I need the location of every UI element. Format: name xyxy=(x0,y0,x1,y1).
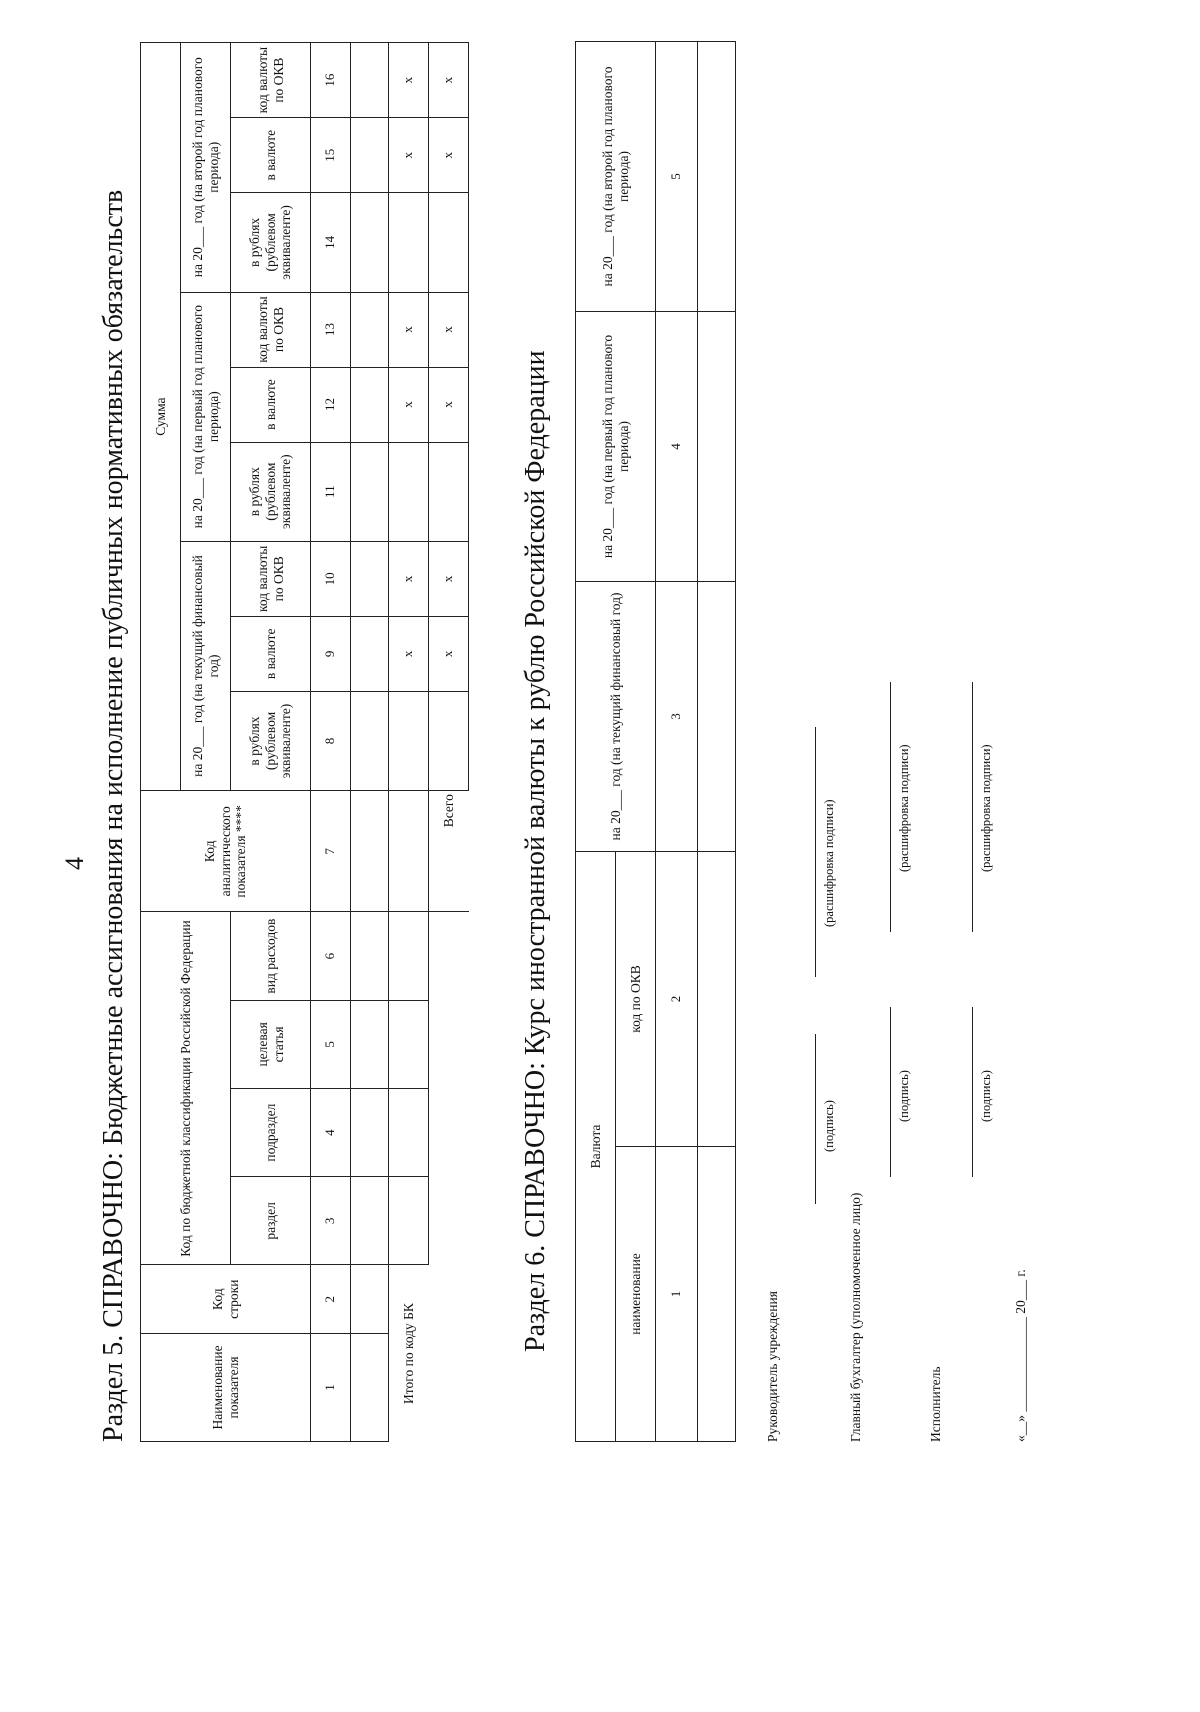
header-period-current: на 20___ год (на текущий финансовый год) xyxy=(181,541,231,790)
col-number: 15 xyxy=(311,118,351,193)
col-number: 6 xyxy=(311,912,351,1000)
col-number: 12 xyxy=(311,367,351,442)
col-number: 11 xyxy=(311,442,351,541)
table-cell[interactable] xyxy=(389,1089,429,1177)
col-number: 14 xyxy=(311,193,351,292)
header-vid-rashodov: вид расходов xyxy=(231,912,311,1000)
table-cell[interactable] xyxy=(351,791,389,912)
sign-caption: (подпись) xyxy=(979,1070,993,1122)
chief-accountant-label: Главный бухгалтер (уполномоченное лицо) xyxy=(848,1192,863,1442)
head-decode-line[interactable] xyxy=(815,727,816,977)
total-label: Всего xyxy=(429,791,469,912)
empty-space xyxy=(429,912,469,1442)
col-number: 2 xyxy=(656,851,698,1146)
header-analytic-code: Код аналитического показателя **** xyxy=(141,791,311,912)
column-number-row xyxy=(656,41,698,1441)
table-row-empty xyxy=(698,41,736,1441)
header-in-currency: в валюте xyxy=(231,367,311,442)
x-mark: x xyxy=(429,367,469,442)
col-number: 7 xyxy=(311,791,351,912)
header-currency-code: код валюты по ОКВ xyxy=(231,541,311,616)
header-in-currency: в валюте xyxy=(231,118,311,193)
executor-decode-line[interactable] xyxy=(972,682,973,932)
column-number-row xyxy=(311,43,351,1442)
x-mark: x xyxy=(429,292,469,367)
sign-caption: (подпись) xyxy=(822,1100,836,1152)
table-cell[interactable] xyxy=(351,367,389,442)
decode-caption: (расшифровка подписи) xyxy=(979,744,993,872)
total-bk-label: Итого по коду БК xyxy=(389,1265,429,1442)
table-cell[interactable] xyxy=(351,1000,389,1088)
table-cell[interactable] xyxy=(389,1177,429,1265)
x-mark: x xyxy=(389,292,429,367)
x-mark: x xyxy=(429,118,469,193)
table-cell[interactable] xyxy=(351,616,389,691)
table-cell[interactable] xyxy=(351,43,389,118)
header-currency: Валюта xyxy=(576,851,616,1441)
header-period-current: на 20___ год (на текущий финансовый год) xyxy=(576,581,656,851)
header-period-first: на 20___ год (на первый год планового периода) xyxy=(576,311,656,581)
header-in-currency: в валюте xyxy=(231,616,311,691)
table-cell[interactable] xyxy=(389,912,429,1000)
head-sign-line[interactable] xyxy=(815,1034,816,1204)
section5-table xyxy=(140,42,469,1442)
table-cell[interactable] xyxy=(389,442,429,541)
decode-caption: (расшифровка подписи) xyxy=(897,744,911,872)
table-cell[interactable] xyxy=(351,292,389,367)
table-cell[interactable] xyxy=(698,311,736,581)
accountant-sign-line[interactable] xyxy=(890,1007,891,1177)
col-number: 1 xyxy=(311,1333,351,1441)
accountant-decode-line[interactable] xyxy=(890,682,891,932)
table-cell[interactable] xyxy=(429,691,469,790)
col-number: 5 xyxy=(656,41,698,311)
header-period-second: на 20___ год (на второй год планового периода) xyxy=(181,43,231,293)
col-number: 3 xyxy=(656,581,698,851)
header-period-second: на 20___ год (на второй год планового периода) xyxy=(576,41,656,311)
x-mark: x xyxy=(389,118,429,193)
col-number: 5 xyxy=(311,1000,351,1088)
table-cell[interactable] xyxy=(351,1089,389,1177)
table-cell[interactable] xyxy=(351,1265,389,1333)
sign-caption: (подпись) xyxy=(897,1070,911,1122)
col-number: 9 xyxy=(311,616,351,691)
row-total xyxy=(429,43,469,1442)
header-rub: в рублях (рублевом эквиваленте) xyxy=(231,442,311,541)
table-cell[interactable] xyxy=(389,691,429,790)
col-number: 2 xyxy=(311,1265,351,1333)
table-cell[interactable] xyxy=(389,1000,429,1088)
table-cell[interactable] xyxy=(351,912,389,1000)
table-cell[interactable] xyxy=(429,193,469,292)
table-row-empty xyxy=(351,43,389,1442)
table-cell[interactable] xyxy=(351,541,389,616)
table-cell[interactable] xyxy=(351,1333,389,1441)
executor-sign-line[interactable] xyxy=(972,1007,973,1177)
col-number: 1 xyxy=(656,1147,698,1442)
col-number: 13 xyxy=(311,292,351,367)
x-mark: x xyxy=(389,616,429,691)
col-number: 4 xyxy=(656,311,698,581)
header-summa: Сумма xyxy=(141,43,181,791)
table-cell[interactable] xyxy=(389,791,429,912)
header-bk-code: Код по бюджетной классификации Российской Федерации xyxy=(141,912,231,1265)
header-okv-code: код по ОКВ xyxy=(616,851,656,1146)
table-cell[interactable] xyxy=(351,1177,389,1265)
section6-title: Раздел 6. СПРАВОЧНО: Курс иностранной валюты к рублю Российской Федерации xyxy=(520,350,551,1352)
col-number: 3 xyxy=(311,1177,351,1265)
section5-title: Раздел 5. СПРАВОЧНО: Бюджетные ассигнования на исполнение публичных нормативных обязательств xyxy=(98,189,129,1442)
table-cell[interactable] xyxy=(698,1147,736,1442)
page-number: 4 xyxy=(60,857,89,870)
table-cell[interactable] xyxy=(351,442,389,541)
x-mark: x xyxy=(429,541,469,616)
header-line-code: Код строки xyxy=(141,1265,311,1333)
header-currency-name: наименование xyxy=(616,1147,656,1442)
x-mark: x xyxy=(389,43,429,118)
header-rub: в рублях (рублевом эквиваленте) xyxy=(231,193,311,292)
x-mark: x xyxy=(429,43,469,118)
executor-label: Исполнитель xyxy=(928,1366,943,1442)
table-cell[interactable] xyxy=(351,118,389,193)
x-mark: x xyxy=(429,616,469,691)
col-number: 10 xyxy=(311,541,351,616)
table-cell[interactable] xyxy=(698,851,736,1146)
head-label: Руководитель учреждения xyxy=(765,1291,780,1442)
header-currency-code: код валюты по ОКВ xyxy=(231,292,311,367)
table-cell[interactable] xyxy=(351,691,389,790)
decode-caption: (расшифровка подписи) xyxy=(822,799,836,927)
header-indicator-name: Наименование показателя xyxy=(141,1333,311,1441)
header-currency-code: код валюты по ОКВ xyxy=(231,43,311,118)
header-celevaya: целевая статья xyxy=(231,1000,311,1088)
table-cell[interactable] xyxy=(389,193,429,292)
table-cell[interactable] xyxy=(351,193,389,292)
date-line[interactable]: «__» ______________ 20___ г. xyxy=(1013,1269,1028,1442)
header-razdel: раздел xyxy=(231,1177,311,1265)
col-number: 8 xyxy=(311,691,351,790)
col-number: 16 xyxy=(311,43,351,118)
col-number: 4 xyxy=(311,1089,351,1177)
row-total-bk xyxy=(389,43,429,1442)
table-cell[interactable] xyxy=(698,41,736,311)
header-podrazdel: подраздел xyxy=(231,1089,311,1177)
x-mark: x xyxy=(389,541,429,616)
header-period-first: на 20___ год (на первый год планового периода) xyxy=(181,292,231,541)
table-cell[interactable] xyxy=(429,442,469,541)
x-mark: x xyxy=(389,367,429,442)
section6-table xyxy=(575,41,736,1442)
header-rub: в рублях (рублевом эквиваленте) xyxy=(231,691,311,790)
table-cell[interactable] xyxy=(698,581,736,851)
